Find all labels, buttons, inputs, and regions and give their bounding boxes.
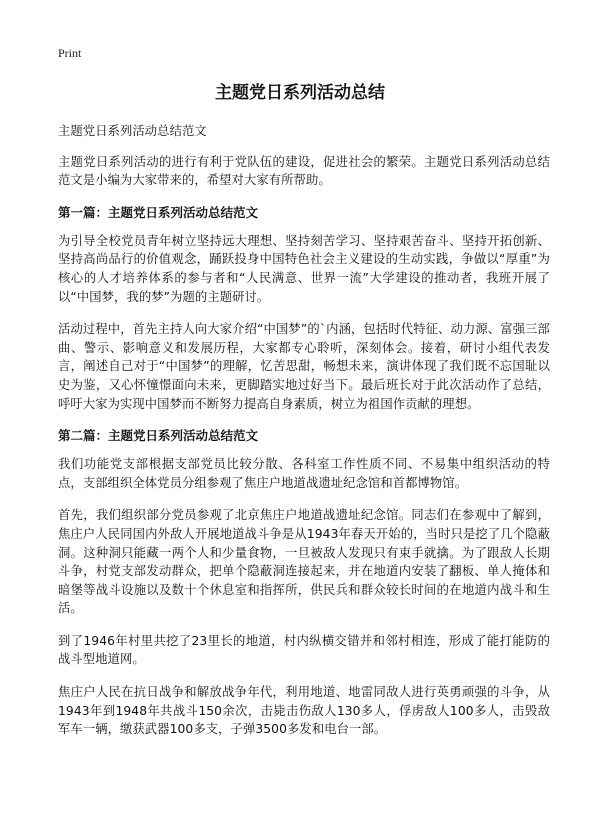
section-paragraph: 首先，我们组织部分党员参观了北京焦庄户地道战遗址纪念馆。同志们在参观中了解到，焦庄户人民同国内外敌人开展地道战斗争是从1943年春天开始的，当时只是挖了几个隐蔽洞。这种洞只能藏一两个人和少量食物，一旦被敌人发现只有束手就擒。为了跟敌人长期斗争，村党支部发动群众，把单个隐蔽洞连接起来，并在地道内安装了翻板、单人掩体和暗堡等战斗设施以及数十个休息室和指挥所，供民兵和群众较长时间的在地道内战斗和生活。 — [58, 508, 550, 616]
section-paragraph: 活动过程中，首先主持人向大家介绍“中国梦”的`内涵，包括时代特征、动力源、富强三部曲、警示、影响意义和发展历程，大家都专心聆听，深刻体会。接着，研讨小组代表发言，阐述自己对于“中国梦”的理解，忆苦思甜，畅想未来，演讲体现了我们既不忘国耻以史为鉴，又心怀憧憬面向未来，更脚踏实地过好当下。最后班长对于此次活动作了总结，呼吁大家为实现中国梦而不断努力提高自身素质，树立为祖国作贡献的理想。 — [58, 322, 550, 411]
section-heading: 第一篇：主题党日系列活动总结范文 — [58, 204, 259, 220]
section-paragraph: 焦庄户人民在抗日战争和解放战争年代，利用地道、地雷同敌人进行英勇顽强的斗争，从1943年到1948年共战斗150余次，击毙击伤敌人130多人，俘虏敌人100多人，击毁敌军车一辆，缴获武器100多支，子弹3500多发和电台一部。 — [58, 685, 550, 737]
section-paragraph: 为引导全校党员青年树立坚持远大理想、坚持刻苦学习、坚持艰苦奋斗、坚持开拓创新、坚持高尚品行的价值观念，踊跃投身中国特色社会主义建设的生动实践，争做以“厚重”为核心的人才培养体系的参与者和“人民满意、世界一流”大学建设的推动者，我班开展了以“中国梦，我的梦”为题的主题研讨。 — [58, 233, 550, 304]
section-2 — [58, 427, 550, 739]
document-subtitle: 主题党日系列活动总结范文 — [58, 124, 207, 138]
section-paragraph: 到了1946年村里共挖了23里长的地道，村内纵横交错并和邻村相连，形成了能打能防的战斗型地道网。 — [58, 633, 550, 667]
section-1 — [58, 204, 550, 413]
print-label: Print — [58, 46, 82, 60]
section-heading: 第二篇：主题党日系列活动总结范文 — [58, 428, 259, 444]
page-title: 主题党日系列活动总结 — [215, 83, 385, 103]
section-paragraph: 我们功能党支部根据支部党员比较分散、各科室工作性质不同、不易集中组织活动的特点，支部组织全体党员分组参观了焦庄户地道战遗址纪念馆和首都博物馆。 — [58, 457, 550, 490]
intro-paragraph: 主题党日系列活动的进行有利于党队伍的建设，促进社会的繁荣。主题党日系列活动总结范文是小编为大家带来的，希望对大家有所帮助。 — [58, 154, 550, 188]
document-body — [58, 122, 550, 753]
